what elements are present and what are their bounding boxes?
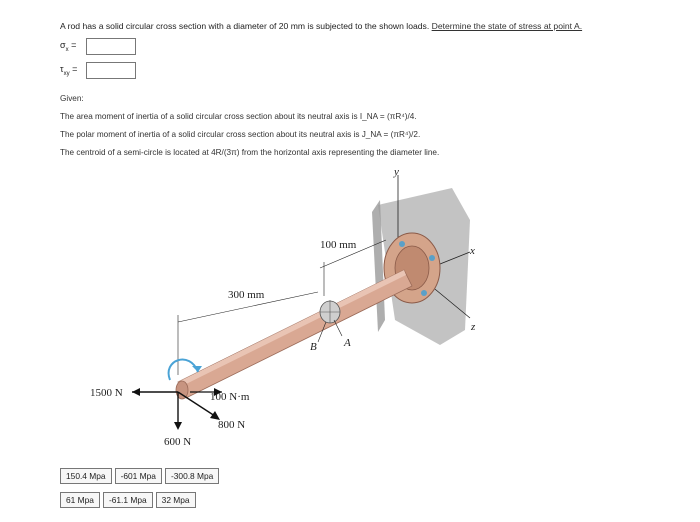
- choice-minus-61-1-mpa[interactable]: -61.1 Mpa: [103, 492, 153, 508]
- bolt-icon: [399, 241, 405, 247]
- given-title: Given:: [60, 94, 84, 103]
- force-800-label: 800 N: [218, 419, 246, 431]
- force-1500-label: 1500 N: [90, 387, 123, 399]
- choice-minus-601-mpa[interactable]: -601 Mpa: [115, 468, 162, 484]
- dim-300-label: 300 mm: [228, 289, 265, 301]
- y-axis-label: y: [394, 166, 399, 178]
- x-axis-label: x: [470, 245, 475, 257]
- given-line-2: The polar moment of inertia of a solid circular cross section about its neutral axis is J_NA = (πR⁴)/2.: [60, 130, 421, 139]
- point-a-label: A: [344, 337, 351, 349]
- dim-100-label: 100 mm: [320, 239, 357, 251]
- choice-minus-300-8-mpa[interactable]: -300.8 Mpa: [165, 468, 219, 484]
- choice-150-4-mpa[interactable]: 150.4 Mpa: [60, 468, 112, 484]
- given-line-1: The area moment of inertia of a solid circular cross section about its neutral axis is I_NA = (πR⁴)/4.: [60, 112, 417, 121]
- point-b-label: B: [310, 341, 317, 353]
- sigma-x-label: $\sigma_x$ =: [60, 40, 77, 53]
- given-line-3: The centroid of a semi-circle is located at 4R/(3π) from the horizontal axis representing the diameter line.: [60, 148, 440, 157]
- bolt-icon: [429, 255, 435, 261]
- problem-task: Determine the state of stress at point A.: [431, 21, 583, 31]
- force-600-label: 600 N: [164, 436, 192, 448]
- choice-32-mpa[interactable]: 32 Mpa: [156, 492, 196, 508]
- tau-xy-label: $\tau_{xy}$ =: [60, 64, 78, 77]
- bolt-icon: [421, 290, 427, 296]
- torque-label: 100 N·m: [210, 391, 250, 403]
- z-axis-label: z: [471, 321, 476, 333]
- problem-text: A rod has a solid circular cross section with a diameter of 20 mm is subjected to the shown loads.: [60, 21, 430, 31]
- choice-61-mpa[interactable]: 61 Mpa: [60, 492, 100, 508]
- choices-row-1: [60, 468, 219, 484]
- choices-row-2: [60, 492, 196, 508]
